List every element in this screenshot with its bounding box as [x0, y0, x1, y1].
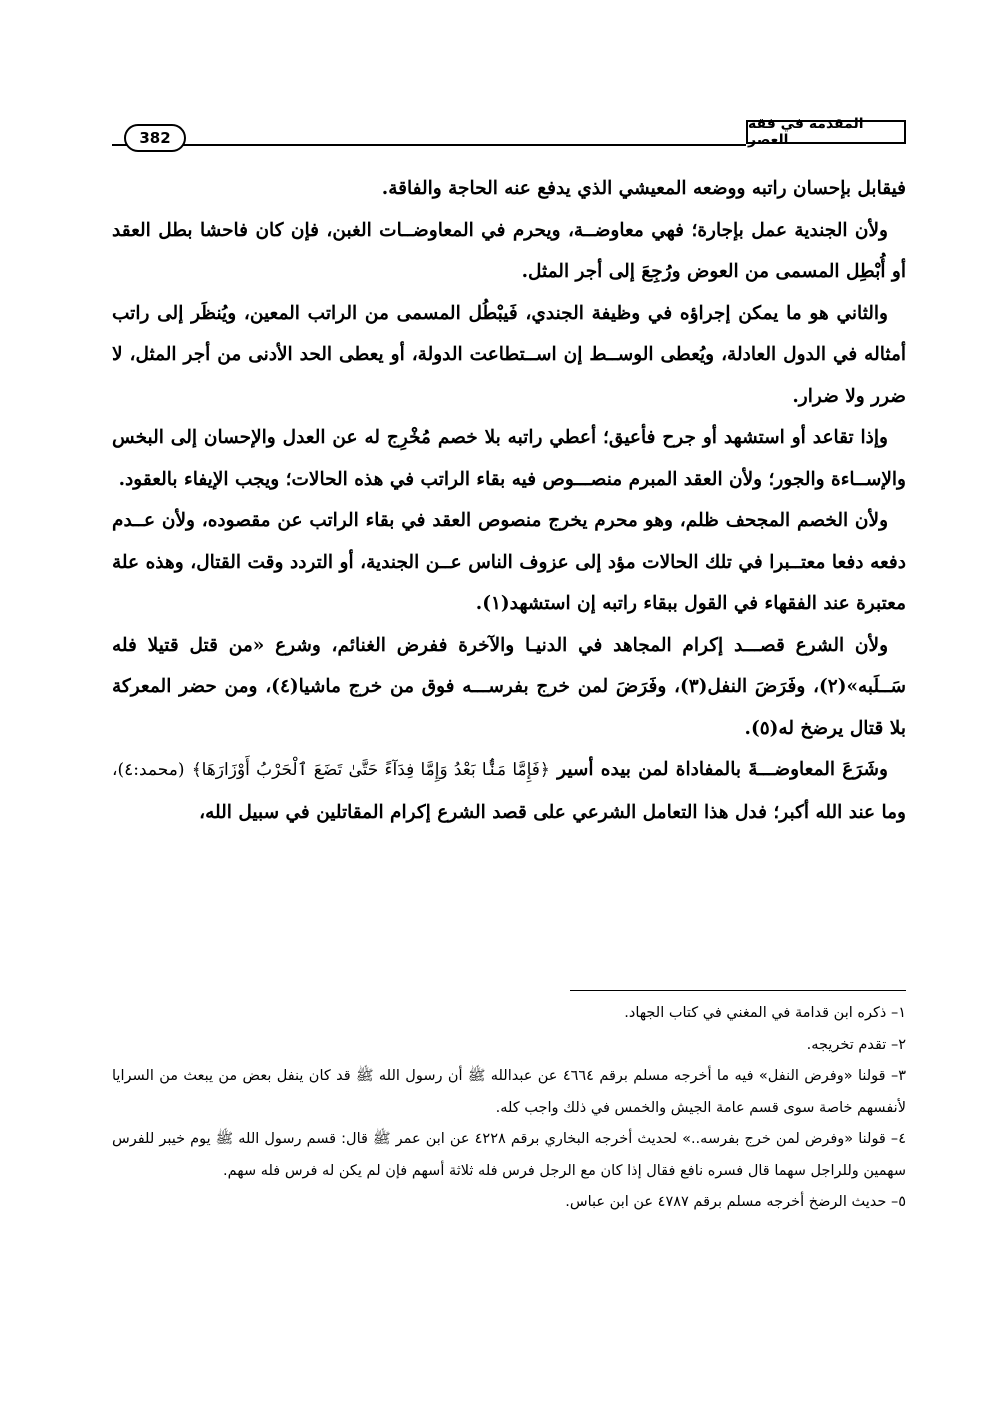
page-header	[112, 116, 906, 156]
footnote: ٣– قولنا «وفرض النفل» فيه ما أخرجه مسلم برقم ٤٦٦٤ عن عبدالله ﷺ أن رسول الله ﷺ قد كان ينفل بعض من يبعث من السرايا لأنفسهم خاصة سوى قسم عامة الجيش والخمس في ذلك واجب كله.	[112, 1068, 906, 1116]
paragraph: وإذا تقاعد أو استشهد أو جرح فأعيق؛ أعطي راتبه بلا خصم مُخْرِج له عن العدل والإحسان إلى البخس والإســاءة والجور؛ ولأن العقد المبرم منصـــوص فيه بقاء الراتب في هذه الحالات؛ ويجب الإيفاء بالعقود.	[112, 427, 906, 490]
paragraph: ولأن الجندية عمل بإجارة؛ فهي معاوضــة، ويحرم في المعاوضــات الغبن، فإن كان فاحشا بطل العقد أو أُبْطِل المسمى من العوض ورُجِعَ إلى أجر المثل.	[112, 219, 906, 282]
footnotes	[112, 998, 906, 1219]
paragraph: فيقابل بإحسان راتبه ووضعه المعيشي الذي يدفع عنه الحاجة والفاقة.	[381, 178, 906, 199]
paragraph: ولأن الخصم المجحف ظلم، وهو محرم يخرج منصوص العقد في بقاء الراتب عن مقصوده، ولأن عــدم دفعه دفعا معتــبرا في تلك الحالات مؤد إلى عزوف الناس عــن الجندية، أو التردد وقت القتال، وهذه علة معتبرة عند الفقهاء في القول ببقاء راتبه إن استشهد(١).	[112, 510, 906, 614]
book-title: المقدمة في فقه العصر	[746, 120, 906, 144]
verse-citation: (محمد:٤)،	[112, 760, 185, 780]
paragraph: والثاني هو ما يمكن إجراؤه في وظيفة الجندي، فَيبْطُل المسمى من الراتب المعين، ويُنظَر إلى راتب أمثاله في الدول العادلة، ويُعطى الوســط إن اســتطاعت الدولة، أو يعطى الحد الأدنى من أجر المثل، لا ضرر ولا ضرار.	[112, 302, 906, 407]
paragraph-text: وما عند الله أكبر؛ فدل هذا التعامل الشرعي على قصد الشرع إكرام المقاتلين في سبيل الله،	[199, 801, 906, 823]
paragraph	[112, 749, 906, 833]
paragraph: ولأن الشرع قصـــد إكرام المجاهد في الدنيـا والآخرة ففرض الغنائم، وشرع «من قتل قتيلا فله سَــلَبه»(٢)، وفَرَضَ النفل(٣)، وفَرَضَ لمن خرج بفرســـه فوق من خرج ماشيا(٤)، ومن حضر المعركة بلا قتال يرضخ له(٥).	[112, 634, 906, 739]
header-rule	[112, 144, 746, 146]
footnote: ١– ذكره ابن قدامة في المغني في كتاب الجهاد.	[624, 1005, 906, 1021]
paragraph-text: وشَرَعَ المعاوضـــةَ بالمفاداة لمن بيده أسير	[557, 759, 888, 780]
main-text	[112, 168, 906, 833]
footnote: ٥– حديث الرضخ أخرجه مسلم برقم ٤٧٨٧ عن ابن عباس.	[565, 1194, 906, 1210]
footnote: ٤– قولنا «وفرض لمن خرج بفرسه..» لحديث أخرجه البخاري برقم ٤٢٢٨ عن ابن عمر ﷺ قال: قسم رسول الله ﷺ يوم خيبر للفرس سهمين وللراجل سهما قال فسره نافع فقال إذا كان مع الرجل فرس فله ثلاثة أسهم فإن لم يكن له فرس فله سهم.	[112, 1131, 906, 1179]
page-number: 382	[124, 124, 186, 152]
footnote-separator	[570, 990, 906, 991]
footnote: ٢– تقدم تخريجه.	[806, 1036, 906, 1053]
quran-verse: ﴿فَإِمَّا مَنًّۢا بَعْدُ وَإِمَّا فِدَآءً حَتَّىٰ تَضَعَ ٱلْحَرْبُ أَوْزَارَهَا﴾	[191, 760, 550, 780]
